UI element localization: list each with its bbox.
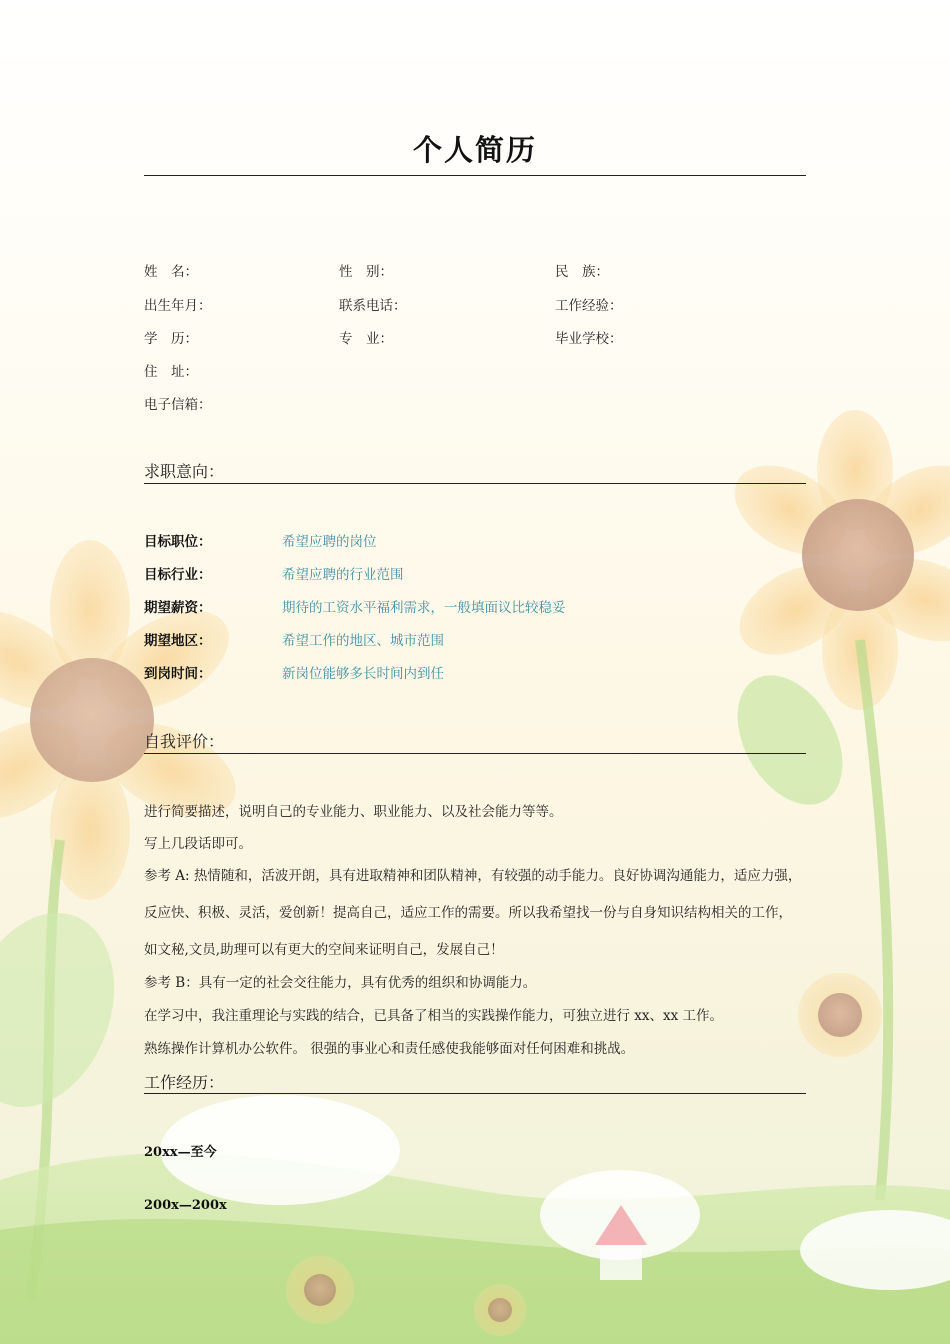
self-evaluation-line: 写上几段话即可。: [144, 836, 252, 852]
job-row-position: [144, 530, 804, 550]
major-label: 专 业：: [339, 331, 393, 347]
name-label: 姓 名：: [144, 264, 198, 280]
self-evaluation-line: 进行简要描述，说明自己的专业能力、职业能力、以及社会能力等等。: [144, 804, 563, 820]
job-row-value: 希望应聘的行业范围: [282, 567, 404, 583]
job-row-value: 希望工作的地区、城市范围: [282, 633, 444, 649]
email-label: 电子信箱：: [144, 397, 212, 413]
job-row-location: [144, 629, 804, 649]
ethnicity-label: 民 族：: [555, 264, 609, 280]
job-row-label: 期望薪资：: [144, 600, 212, 616]
self-evaluation-line: 熟练操作计算机办公软件。 很强的事业心和责任感使我能够面对任何困难和挑战。: [144, 1041, 635, 1057]
self-evaluation-line: 参考 A: 热情随和，活波开朗，具有进取精神和团队精神，有较强的动手能力。良好协调沟通能力，适应力强，: [144, 868, 802, 884]
job-row-label: 到岗时间：: [144, 666, 212, 682]
work-period: 20xx—至今: [144, 1145, 217, 1160]
job-row-value: 期待的工资水平福利需求，一般填面议比较稳妥: [282, 600, 566, 616]
school-label: 毕业学校：: [555, 331, 623, 347]
job-intention-heading: 求职意向：: [144, 462, 225, 481]
self-evaluation-heading: 自我评价：: [144, 732, 225, 751]
job-intention-divider: [144, 483, 806, 484]
self-evaluation-line: 参考 B：具有一定的社会交往能力，具有优秀的组织和协调能力。: [144, 975, 537, 991]
document-title: 个人简历: [412, 133, 537, 167]
self-evaluation-line: 如文秘,文员,助理可以有更大的空间来证明自己，发展自己！: [144, 942, 504, 958]
work-period: 200x—200x: [144, 1198, 227, 1213]
work-experience-divider: [144, 1093, 806, 1094]
address-label: 住 址：: [144, 364, 198, 380]
job-row-value: 新岗位能够多长时间内到任: [282, 666, 444, 682]
job-row-start-time: [144, 662, 804, 682]
job-row-label: 期望地区：: [144, 633, 212, 649]
job-row-salary: [144, 596, 804, 616]
self-evaluation-divider: [144, 753, 806, 754]
job-row-label: 目标职位：: [144, 534, 212, 550]
phone-label: 联系电话：: [339, 298, 407, 314]
gender-label: 性 别：: [339, 264, 393, 280]
self-evaluation-line: 在学习中，我注重理论与实践的结合，已具备了相当的实践操作能力，可独立进行 xx、xx 工作。: [144, 1008, 724, 1024]
job-row-industry: [144, 563, 804, 583]
work-experience-heading: 工作经历：: [144, 1073, 225, 1092]
birth-label: 出生年月：: [144, 298, 212, 314]
experience-label: 工作经验：: [555, 298, 623, 314]
job-row-value: 希望应聘的岗位: [282, 534, 377, 550]
education-label: 学 历：: [144, 331, 198, 347]
self-evaluation-line: 反应快、积极、灵活，爱创新！提高自己，适应工作的需要。所以我希望找一份与自身知识结构相关的工作，: [144, 905, 792, 921]
job-row-label: 目标行业：: [144, 567, 212, 583]
title-divider: [144, 175, 806, 176]
